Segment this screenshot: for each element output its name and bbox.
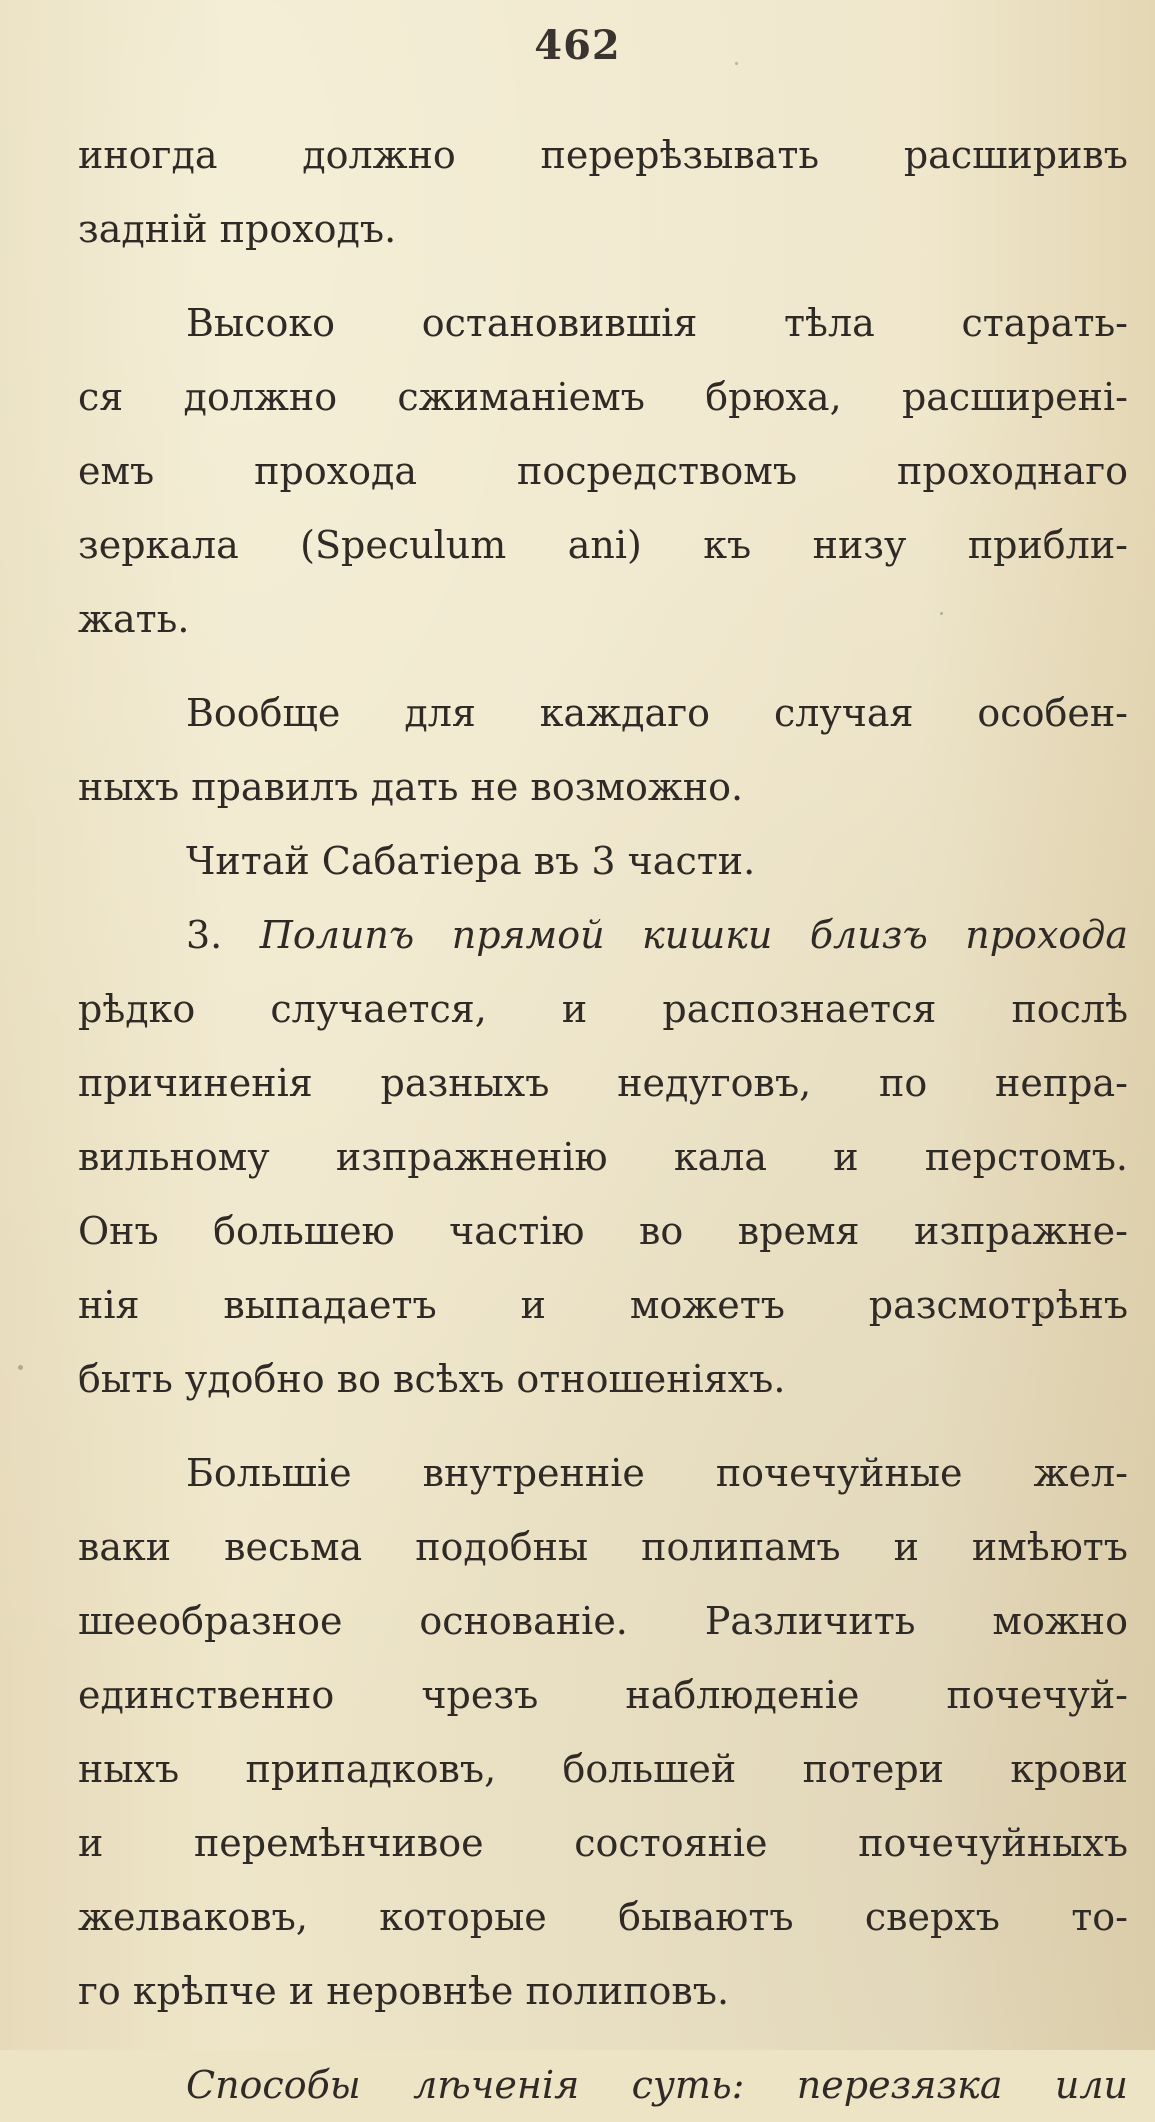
text-line <box>78 582 1128 656</box>
text-segment: задній проходъ. <box>78 207 397 251</box>
text-line <box>78 1046 1128 1120</box>
text-line <box>78 1436 1128 1510</box>
text-segment: желваковъ, которые бываютъ сверхъ то- <box>78 1895 1128 1939</box>
paper-speck <box>18 1365 23 1370</box>
text-line <box>78 898 1128 972</box>
text-segment: иногда должно перерѣзывать расширивъ <box>78 133 1128 177</box>
text-segment: рѣдко случается, и распознается послѣ <box>78 987 1128 1031</box>
text-line <box>78 972 1128 1046</box>
text-segment: единственно чрезъ наблюденіе почечуй- <box>78 1673 1128 1717</box>
text-segment: нія выпадаетъ и можетъ разсмотрѣнъ <box>78 1283 1128 1327</box>
text-segment: Способы лѣченія суть: перезязка или <box>186 2063 1128 2107</box>
text-line <box>78 676 1128 750</box>
text-segment: ныхъ припадковъ, большей потери крови <box>78 1747 1128 1791</box>
text-body <box>78 118 1128 2122</box>
text-segment: Читай Сабатіера въ 3 части. <box>186 839 756 883</box>
text-line <box>78 1880 1128 1954</box>
text-segment: емъ прохода посредствомъ проходнаго <box>78 449 1128 493</box>
text-segment: Вообще для каждаго случая особен- <box>186 691 1128 735</box>
text-line <box>78 1732 1128 1806</box>
text-line <box>78 1954 1128 2028</box>
text-segment: ся должно сжиманіемъ брюха, расширені- <box>78 375 1128 419</box>
text-line <box>78 1120 1128 1194</box>
text-segment: го крѣпче и неровнѣе полиповъ. <box>78 1969 730 2013</box>
text-line <box>78 1268 1128 1342</box>
text-line <box>78 360 1128 434</box>
text-segment: вильному изпражненію кала и перстомъ. <box>78 1135 1128 1179</box>
page-number: 462 <box>534 22 621 69</box>
text-line <box>78 434 1128 508</box>
text-line <box>78 2048 1128 2122</box>
text-segment: ныхъ правилъ дать не возможно. <box>78 765 744 809</box>
text-segment: быть удобно во всѣхъ отношеніяхъ. <box>78 1357 786 1401</box>
text-line <box>78 192 1128 266</box>
text-line <box>78 824 1128 898</box>
text-line <box>78 118 1128 192</box>
text-line <box>78 750 1128 824</box>
text-line <box>78 508 1128 582</box>
paper-speck <box>735 62 738 65</box>
text-line <box>78 1806 1128 1880</box>
text-line <box>78 1658 1128 1732</box>
paper-speck <box>1040 1312 1044 1317</box>
italic-heading: Полипъ прямой кишки близъ прохода <box>259 913 1128 957</box>
text-segment: и перемѣнчивое состояніе почечуйныхъ <box>78 1821 1128 1865</box>
text-segment: причиненія разныхъ недуговъ, по непра- <box>78 1061 1128 1105</box>
text-line <box>78 286 1128 360</box>
text-segment: жать. <box>78 597 190 641</box>
text-segment: Большіе внутренніе почечуйные жел- <box>186 1451 1128 1495</box>
text-line <box>78 1342 1128 1416</box>
text-line <box>78 1584 1128 1658</box>
paper-speck <box>940 612 943 615</box>
text-segment: Высоко остановившія тѣла старать- <box>186 301 1128 345</box>
text-segment: 3. <box>186 913 260 957</box>
text-line <box>78 1194 1128 1268</box>
text-segment: зеркала (Speculum ani) къ низу прибли- <box>78 523 1128 567</box>
text-segment: Онъ большею частію во время изпражне- <box>78 1209 1128 1253</box>
text-segment: шееобразное основаніе. Различить можно <box>78 1599 1128 1643</box>
text-segment: ваки весьма подобны полипамъ и имѣютъ <box>78 1525 1128 1569</box>
text-line <box>78 1510 1128 1584</box>
